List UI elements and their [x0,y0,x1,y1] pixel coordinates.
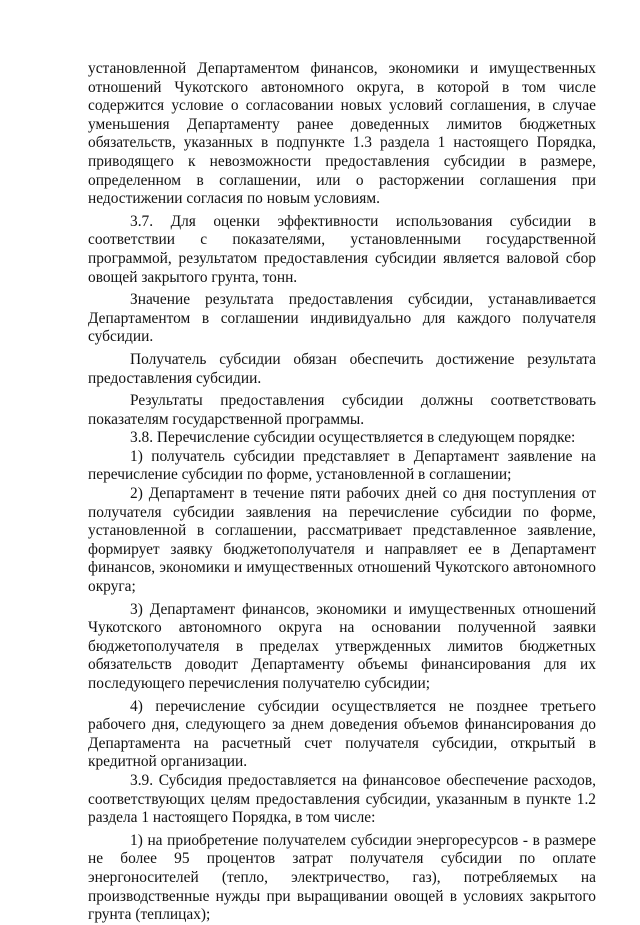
list-item-3-8-3: 3) Департамент финансов, экономики и имущественных отношений Чукотского автономного округа на основании полученной заявки бюджетополучателя в пределах утвержденных лимитов бюджетных обязательств доводит Департаменту объемы финансирования для их последующего перечисления получателю субсидии; [88,600,596,692]
paragraph-continuation: установленной Департаментом финансов, экономики и имущественных отношений Чукотского автономного округа, в которой в том числе содержится условие о согласовании новых условий соглашения, в случае уменьшения Департаменту ранее доведенных лимитов бюджетных обязательств, указанных в подпункте 1.3 раздела 1 настоящего Порядка, приводящего к невозможности предоставления субсидии в размере, определенном в соглашении, или о расторжении соглашения при недостижении согласия по новым условиям. [88,60,596,208]
list-item-3-8-4: 4) перечисление субсидии осуществляется не позднее третьего рабочего дня, следующего за днем доведения объемов финансирования до Департамента на расчетный счет получателя субсидии, открытый в кредитной организации. [88,697,596,771]
paragraph-3-9: 3.9. Субсидия предоставляется на финансовое обеспечение расходов, соответствующих целям предоставления субсидии, указанным в пункте 1.2 раздела 1 настоящего Порядка, в том числе: [88,771,596,827]
paragraph-3-8: 3.8. Перечисление субсидии осуществляется в следующем порядке: [130,429,576,447]
paragraph-3-7: 3.7. Для оценки эффективности использования субсидии в соответствии с показателями, установленными государственной программой, результатом предоставления субсидии является валовой сбор овощей закрытого грунта, тонн. [88,212,596,286]
list-item-3-9-1: 1) на приобретение получателем субсидии энергоресурсов - в размере не более 95 процентов затрат получателя субсидии по оплате энергоносителей (тепло, электричество, газ), потребляемых на производственные нужды при выращивании овощей в условиях закрытого грунта (теплицах); [88,831,596,924]
list-item-3-8-2: 2) Департамент в течение пяти рабочих дней со дня поступления от получателя субсидии заявления на перечисление субсидии по форме, установленной в соглашении, рассматривает представленное заявление, формирует заявку бюджетополучателя и направляет ее в Департамент финансов, экономики и имущественных отношений Чукотского автономного округа; [88,485,596,596]
document-page [88,60,596,925]
list-item-3-8-1: 1) получатель субсидии представляет в Департамент заявление на перечисление субсидии по форме, установленной в соглашении; [88,447,596,484]
paragraph-result-value: Значение результата предоставления субсидии, устанавливается Департаментом в соглашении индивидуально для каждого получателя субсидии. [88,291,596,346]
paragraph-recipient-obligation: Получатель субсидии обязан обеспечить достижение результата предоставления субсидии. [88,350,596,387]
paragraph-results-correspond: Результаты предоставления субсидии должны соответствовать показателям государственной программы. [88,392,596,428]
